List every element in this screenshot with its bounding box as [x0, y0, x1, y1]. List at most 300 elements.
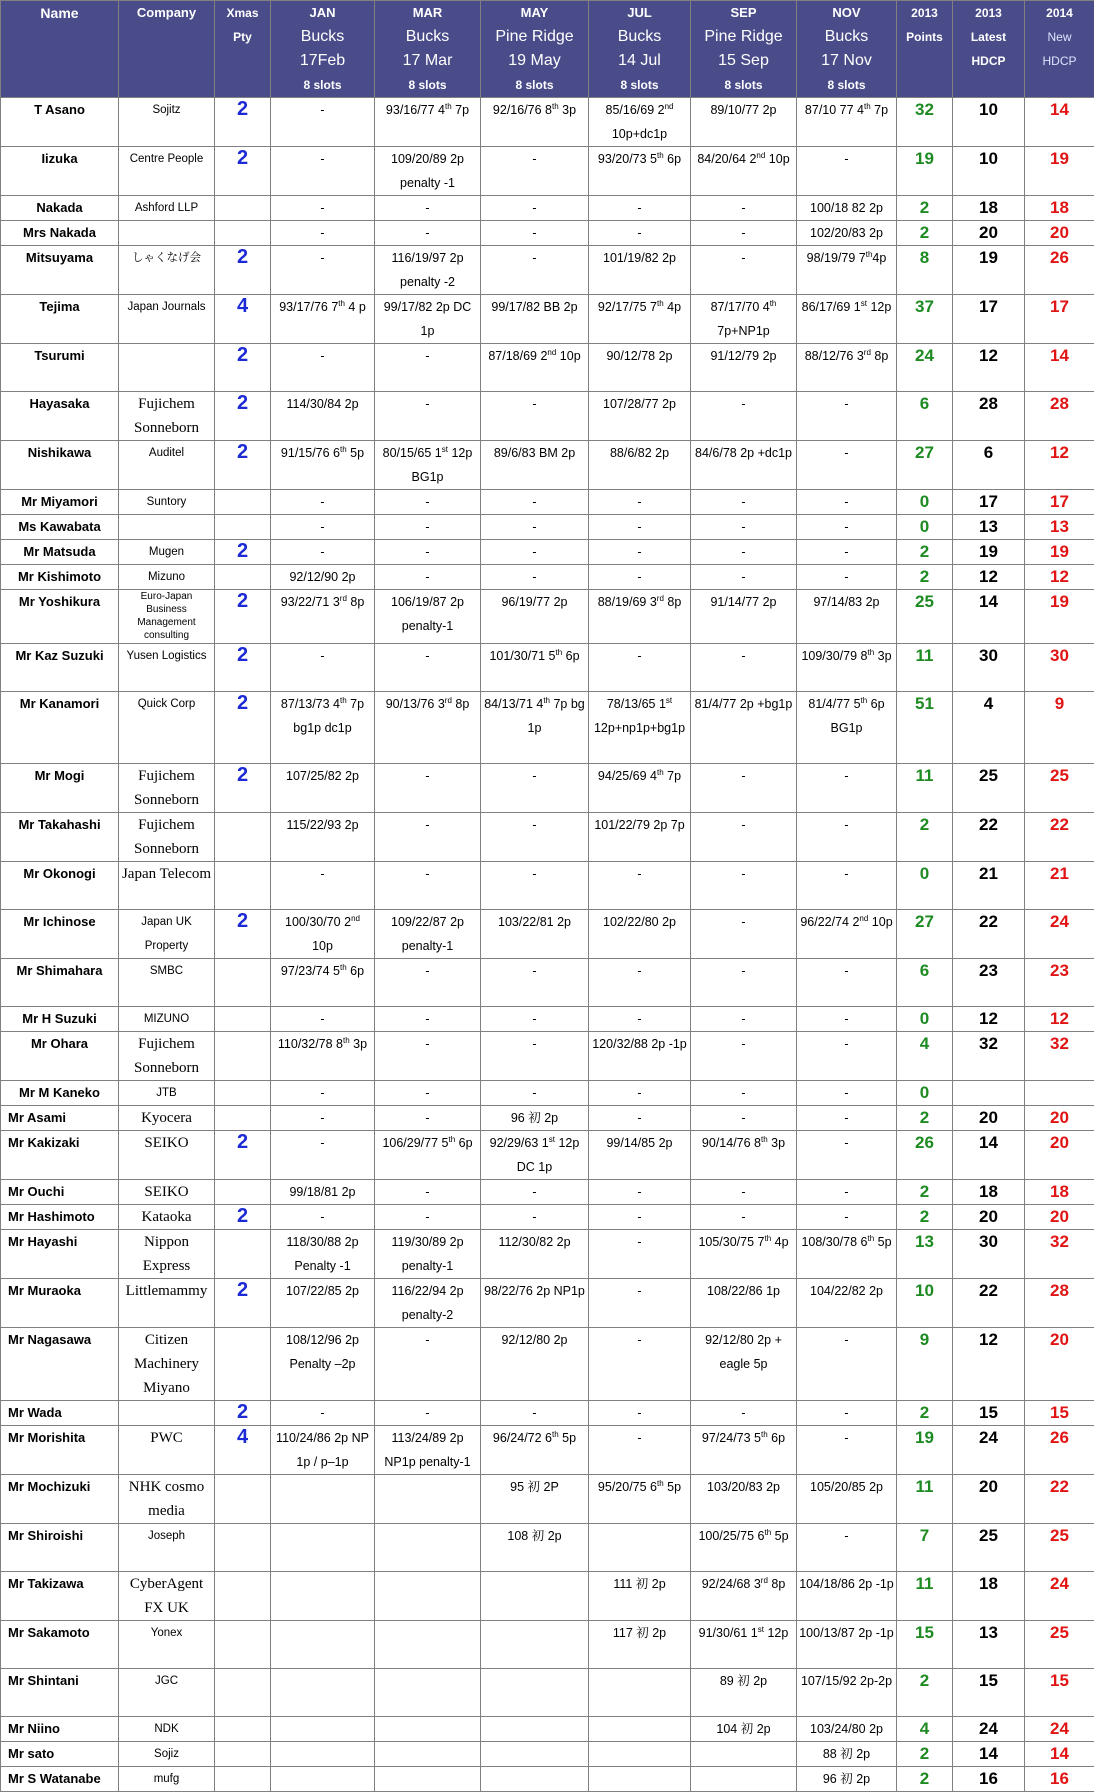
new-handicap: 19 [1025, 590, 1094, 644]
round-result-jul: - [589, 540, 691, 565]
round-result-sep: - [691, 565, 797, 590]
round-result-sep: - [691, 246, 797, 295]
player-name: Mr Sakamoto [1, 1621, 119, 1669]
company-name [119, 515, 215, 540]
round-result-nov: - [797, 1328, 897, 1401]
total-points: 0 [897, 862, 953, 910]
header-xmas [215, 1, 271, 98]
round-result-may: - [481, 1401, 589, 1426]
total-points: 4 [897, 1717, 953, 1742]
new-handicap: 14 [1025, 98, 1094, 147]
round-result-mar: - [375, 862, 481, 910]
xmas-party-points: 2 [215, 1279, 271, 1328]
company-name [119, 221, 215, 246]
xmas-party-points [215, 813, 271, 862]
header-latest-hdcp [953, 1, 1025, 98]
xmas-party-points [215, 1524, 271, 1572]
latest-handicap: 24 [953, 1717, 1025, 1742]
round-result-nov: 104/22/82 2p [797, 1279, 897, 1328]
xmas-party-points: 4 [215, 1426, 271, 1475]
company-name [119, 344, 215, 392]
round-result-mar: - [375, 813, 481, 862]
round-result-mar: 116/19/97 2p penalty -2 [375, 246, 481, 295]
round-result-jul: - [589, 196, 691, 221]
round-result-sep: - [691, 813, 797, 862]
company-name: Quick Corp [119, 692, 215, 764]
new-handicap: 12 [1025, 441, 1094, 490]
xmas-party-points: 2 [215, 540, 271, 565]
round-result-jan: - [271, 1205, 375, 1230]
xmas-party-points: 2 [215, 1401, 271, 1426]
round-result-may [481, 1717, 589, 1742]
header-points [897, 1, 953, 98]
total-points: 7 [897, 1524, 953, 1572]
table-row [1, 98, 1094, 147]
company-name: Yonex [119, 1621, 215, 1669]
company-name: NDK [119, 1717, 215, 1742]
total-points: 2 [897, 1669, 953, 1717]
latest-handicap: 13 [953, 1621, 1025, 1669]
round-result-may: - [481, 1081, 589, 1106]
xmas-party-points [215, 1007, 271, 1032]
round-result-mar: 80/15/65 1st 12p BG1p [375, 441, 481, 490]
total-points: 6 [897, 959, 953, 1007]
round-result-may: - [481, 515, 589, 540]
round-result-may: - [481, 1032, 589, 1081]
round-result-jan [271, 1475, 375, 1524]
total-points: 0 [897, 1081, 953, 1106]
round-result-mar: - [375, 1205, 481, 1230]
round-result-jan [271, 1572, 375, 1621]
round-result-sep: - [691, 1180, 797, 1205]
company-name: SEIKO [119, 1180, 215, 1205]
xmas-party-points [215, 1180, 271, 1205]
total-points: 15 [897, 1621, 953, 1669]
total-points: 11 [897, 1572, 953, 1621]
table-row [1, 1767, 1094, 1792]
round-course: Bucks [799, 25, 894, 49]
table-row [1, 1524, 1094, 1572]
round-result-mar: - [375, 644, 481, 692]
company-name: Japan Journals [119, 295, 215, 344]
new-handicap: 28 [1025, 392, 1094, 441]
round-result-mar: 116/22/94 2p penalty-2 [375, 1279, 481, 1328]
round-result-jul: - [589, 1205, 691, 1230]
latest-handicap: 18 [953, 1572, 1025, 1621]
total-points: 19 [897, 147, 953, 196]
round-month: SEP [693, 1, 794, 25]
round-slots: 8 slots [483, 73, 586, 97]
new-handicap: 24 [1025, 1572, 1094, 1621]
company-name: Ashford LLP [119, 196, 215, 221]
player-name: Mr Takizawa [1, 1572, 119, 1621]
latest-handicap: 19 [953, 540, 1025, 565]
table-row [1, 1279, 1094, 1328]
round-result-nov: - [797, 1032, 897, 1081]
round-result-jul [589, 1742, 691, 1767]
total-points: 8 [897, 246, 953, 295]
player-name: Tejima [1, 295, 119, 344]
company-name: PWC [119, 1426, 215, 1475]
round-result-sep: 84/6/78 2p +dc1p [691, 441, 797, 490]
round-result-may: - [481, 540, 589, 565]
player-name: Nishikawa [1, 441, 119, 490]
round-result-jul: 120/32/88 2p -1p [589, 1032, 691, 1081]
total-points: 51 [897, 692, 953, 764]
xmas-party-points [215, 1742, 271, 1767]
new-handicap: 32 [1025, 1230, 1094, 1279]
company-name: JGC [119, 1669, 215, 1717]
round-result-mar: 106/29/77 5th 6p [375, 1131, 481, 1180]
round-result-jan: 100/30/70 2nd 10p [271, 910, 375, 959]
round-result-may: - [481, 565, 589, 590]
player-name: Mr Shimahara [1, 959, 119, 1007]
table-row [1, 246, 1094, 295]
table-row [1, 392, 1094, 441]
round-result-mar [375, 1767, 481, 1792]
xmas-party-points [215, 1717, 271, 1742]
round-result-jan: 91/15/76 6th 5p [271, 441, 375, 490]
latest-handicap: 22 [953, 910, 1025, 959]
round-result-mar: 90/13/76 3rd 8p [375, 692, 481, 764]
player-name: Mr Ohara [1, 1032, 119, 1081]
round-result-sep: - [691, 1032, 797, 1081]
xmas-party-points: 2 [215, 441, 271, 490]
round-course: Bucks [591, 25, 688, 49]
round-result-nov: 87/10 77 4th 7p [797, 98, 897, 147]
new-handicap: 14 [1025, 1742, 1094, 1767]
table-row [1, 1426, 1094, 1475]
round-result-jan: - [271, 540, 375, 565]
latest-handicap [953, 1081, 1025, 1106]
round-result-sep: - [691, 1401, 797, 1426]
round-result-sep: - [691, 1007, 797, 1032]
table-row [1, 490, 1094, 515]
round-result-nov: 88/12/76 3rd 8p [797, 344, 897, 392]
total-points: 25 [897, 590, 953, 644]
table-row [1, 1621, 1094, 1669]
round-result-may: 95 初 2P [481, 1475, 589, 1524]
round-result-jul: 88/6/82 2p [589, 441, 691, 490]
round-course: Pine Ridge [483, 25, 586, 49]
player-name: Mr Asami [1, 1106, 119, 1131]
round-result-sep: - [691, 764, 797, 813]
latest-handicap: 12 [953, 1328, 1025, 1401]
player-name: Mr S Watanabe [1, 1767, 119, 1792]
total-points: 11 [897, 644, 953, 692]
player-name: Mr H Suzuki [1, 1007, 119, 1032]
company-name: Joseph [119, 1524, 215, 1572]
round-date: 17 Nov [799, 49, 894, 73]
latest-handicap: 28 [953, 392, 1025, 441]
round-result-nov: 96 初 2p [797, 1767, 897, 1792]
latest-handicap: 23 [953, 959, 1025, 1007]
total-points: 2 [897, 221, 953, 246]
round-result-nov: - [797, 1205, 897, 1230]
company-name: Japan UK Property [119, 910, 215, 959]
player-name: Mr Yoshikura [1, 590, 119, 644]
total-points: 2 [897, 1401, 953, 1426]
new-handicap: 18 [1025, 196, 1094, 221]
round-result-sep: 89/10/77 2p [691, 98, 797, 147]
round-result-nov: - [797, 1081, 897, 1106]
player-name: Mr Ichinose [1, 910, 119, 959]
player-name: Tsurumi [1, 344, 119, 392]
new-handicap: 24 [1025, 1717, 1094, 1742]
player-name: Mr Hashimoto [1, 1205, 119, 1230]
header-new-line2: New [1027, 25, 1092, 49]
round-result-may: - [481, 246, 589, 295]
round-result-jan: 118/30/88 2p Penalty -1 [271, 1230, 375, 1279]
new-handicap: 28 [1025, 1279, 1094, 1328]
table-row [1, 1131, 1094, 1180]
round-result-may: 87/18/69 2nd 10p [481, 344, 589, 392]
player-name: Mitsuyama [1, 246, 119, 295]
round-result-nov: 88 初 2p [797, 1742, 897, 1767]
table-row [1, 1669, 1094, 1717]
table-row [1, 1032, 1094, 1081]
new-handicap: 17 [1025, 490, 1094, 515]
xmas-party-points [215, 1328, 271, 1401]
round-result-jul: - [589, 1426, 691, 1475]
round-result-jul: - [589, 515, 691, 540]
round-result-sep [691, 1767, 797, 1792]
player-name: Mr sato [1, 1742, 119, 1767]
round-result-jul: - [589, 1328, 691, 1401]
round-result-sep: - [691, 1081, 797, 1106]
round-slots: 8 slots [799, 73, 894, 97]
round-result-jul: - [589, 1230, 691, 1279]
company-name: Mizuno [119, 565, 215, 590]
player-name: Mr Nagasawa [1, 1328, 119, 1401]
round-course: Pine Ridge [693, 25, 794, 49]
player-name: Mr Mochizuki [1, 1475, 119, 1524]
round-result-jul: 101/22/79 2p 7p [589, 813, 691, 862]
round-result-sep: 97/24/73 5th 6p [691, 1426, 797, 1475]
header-xmas-line2: Pty [217, 25, 268, 49]
total-points: 32 [897, 98, 953, 147]
round-result-may: - [481, 813, 589, 862]
new-handicap: 15 [1025, 1669, 1094, 1717]
table-row [1, 1401, 1094, 1426]
latest-handicap: 30 [953, 1230, 1025, 1279]
latest-handicap: 21 [953, 862, 1025, 910]
round-result-jul: 92/17/75 7th 4p [589, 295, 691, 344]
latest-handicap: 14 [953, 1742, 1025, 1767]
header-name: Name [1, 1, 119, 98]
round-result-jan [271, 1669, 375, 1717]
round-result-may: - [481, 221, 589, 246]
round-result-jan: 92/12/90 2p [271, 565, 375, 590]
table-row [1, 813, 1094, 862]
company-name: Suntory [119, 490, 215, 515]
round-result-nov: - [797, 813, 897, 862]
header-round-may [481, 1, 589, 98]
latest-handicap: 16 [953, 1767, 1025, 1792]
latest-handicap: 13 [953, 515, 1025, 540]
total-points: 0 [897, 515, 953, 540]
xmas-party-points: 2 [215, 98, 271, 147]
round-result-jan: 93/17/76 7th 4 p [271, 295, 375, 344]
company-name: Japan Telecom [119, 862, 215, 910]
round-result-nov: 98/19/79 7th4p [797, 246, 897, 295]
round-result-may: 89/6/83 BM 2p [481, 441, 589, 490]
round-result-mar [375, 1742, 481, 1767]
round-result-jan: - [271, 1401, 375, 1426]
round-result-jan: - [271, 490, 375, 515]
round-result-nov: - [797, 147, 897, 196]
round-result-jan: - [271, 246, 375, 295]
total-points: 2 [897, 540, 953, 565]
round-course: Bucks [273, 25, 372, 49]
latest-handicap: 19 [953, 246, 1025, 295]
round-result-may: - [481, 1007, 589, 1032]
round-result-mar: - [375, 1032, 481, 1081]
round-result-sep: 92/12/80 2p + eagle 5p [691, 1328, 797, 1401]
table-row [1, 565, 1094, 590]
company-name: Littlemammy [119, 1279, 215, 1328]
player-name: Mr Muraoka [1, 1279, 119, 1328]
total-points: 9 [897, 1328, 953, 1401]
round-result-sep: - [691, 1205, 797, 1230]
latest-handicap: 12 [953, 565, 1025, 590]
round-month: JAN [273, 1, 372, 25]
latest-handicap: 12 [953, 344, 1025, 392]
new-handicap: 32 [1025, 1032, 1094, 1081]
table-row [1, 441, 1094, 490]
latest-handicap: 15 [953, 1401, 1025, 1426]
table-row [1, 910, 1094, 959]
latest-handicap: 4 [953, 692, 1025, 764]
round-result-nov: - [797, 1106, 897, 1131]
company-name: Sojiz [119, 1742, 215, 1767]
latest-handicap: 20 [953, 1475, 1025, 1524]
round-result-sep: 104 初 2p [691, 1717, 797, 1742]
round-date: 17 Mar [377, 49, 478, 73]
round-result-jan: - [271, 98, 375, 147]
round-result-mar: - [375, 221, 481, 246]
new-handicap: 21 [1025, 862, 1094, 910]
round-result-jan [271, 1742, 375, 1767]
round-result-jul: 99/14/85 2p [589, 1131, 691, 1180]
total-points: 27 [897, 910, 953, 959]
xmas-party-points [215, 1230, 271, 1279]
round-result-sep: - [691, 959, 797, 1007]
round-result-jul: 78/13/65 1st 12p+np1p+bg1p [589, 692, 691, 764]
round-result-may: - [481, 1205, 589, 1230]
round-result-jan: - [271, 1131, 375, 1180]
round-result-jan: - [271, 196, 375, 221]
round-result-mar [375, 1475, 481, 1524]
round-result-mar: - [375, 1328, 481, 1401]
total-points: 2 [897, 565, 953, 590]
round-result-mar [375, 1572, 481, 1621]
round-result-may: 84/13/71 4th 7p bg 1p [481, 692, 589, 764]
round-result-may: 92/12/80 2p [481, 1328, 589, 1401]
round-result-may [481, 1767, 589, 1792]
round-result-mar: 106/19/87 2p penalty-1 [375, 590, 481, 644]
player-name: Mr M Kaneko [1, 1081, 119, 1106]
round-result-mar: - [375, 196, 481, 221]
round-result-mar: - [375, 1007, 481, 1032]
table-row [1, 1742, 1094, 1767]
player-name: Mr Takahashi [1, 813, 119, 862]
company-name: Nippon Express [119, 1230, 215, 1279]
company-name: Citizen Machinery Miyano [119, 1328, 215, 1401]
latest-handicap: 25 [953, 1524, 1025, 1572]
new-handicap: 12 [1025, 565, 1094, 590]
round-result-jan: - [271, 147, 375, 196]
company-name: Sojitz [119, 98, 215, 147]
xmas-party-points [215, 1669, 271, 1717]
new-handicap [1025, 1081, 1094, 1106]
xmas-party-points [215, 1621, 271, 1669]
round-result-jan [271, 1524, 375, 1572]
xmas-party-points: 2 [215, 764, 271, 813]
player-name: Mr Miyamori [1, 490, 119, 515]
round-result-nov: 109/30/79 8th 3p [797, 644, 897, 692]
player-name: Mr Wada [1, 1401, 119, 1426]
player-name: Hayasaka [1, 392, 119, 441]
round-result-jan [271, 1717, 375, 1742]
new-handicap: 25 [1025, 1621, 1094, 1669]
xmas-party-points: 2 [215, 1131, 271, 1180]
new-handicap: 26 [1025, 246, 1094, 295]
table-row [1, 959, 1094, 1007]
new-handicap: 30 [1025, 644, 1094, 692]
round-result-nov: - [797, 1401, 897, 1426]
total-points: 10 [897, 1279, 953, 1328]
table-row [1, 590, 1094, 644]
round-result-jul: - [589, 1081, 691, 1106]
latest-handicap: 24 [953, 1426, 1025, 1475]
round-result-sep: 81/4/77 2p +bg1p [691, 692, 797, 764]
round-result-jul: - [589, 490, 691, 515]
round-result-sep: - [691, 540, 797, 565]
header-round-jan [271, 1, 375, 98]
table-row [1, 1328, 1094, 1401]
round-result-sep: 103/20/83 2p [691, 1475, 797, 1524]
round-result-may [481, 1669, 589, 1717]
player-name: Mr Morishita [1, 1426, 119, 1475]
round-month: MAR [377, 1, 478, 25]
round-result-mar: - [375, 565, 481, 590]
round-result-sep: - [691, 490, 797, 515]
table-row [1, 196, 1094, 221]
player-name: Nakada [1, 196, 119, 221]
xmas-party-points [215, 1106, 271, 1131]
xmas-party-points: 2 [215, 344, 271, 392]
round-result-mar [375, 1621, 481, 1669]
company-name: Kyocera [119, 1106, 215, 1131]
round-result-nov: - [797, 540, 897, 565]
company-name: Centre People [119, 147, 215, 196]
round-result-jul: 93/20/73 5th 6p [589, 147, 691, 196]
round-result-may: - [481, 959, 589, 1007]
round-result-jul: 102/22/80 2p [589, 910, 691, 959]
new-handicap: 17 [1025, 295, 1094, 344]
round-result-nov: - [797, 441, 897, 490]
round-result-jan: - [271, 1106, 375, 1131]
round-result-nov: 103/24/80 2p [797, 1717, 897, 1742]
round-result-sep: 90/14/76 8th 3p [691, 1131, 797, 1180]
player-name: T Asano [1, 98, 119, 147]
company-name: Euro-Japan Business Management consulting [119, 590, 215, 644]
new-handicap: 16 [1025, 1767, 1094, 1792]
xmas-party-points: 2 [215, 590, 271, 644]
xmas-party-points [215, 515, 271, 540]
company-name: CyberAgent FX UK [119, 1572, 215, 1621]
